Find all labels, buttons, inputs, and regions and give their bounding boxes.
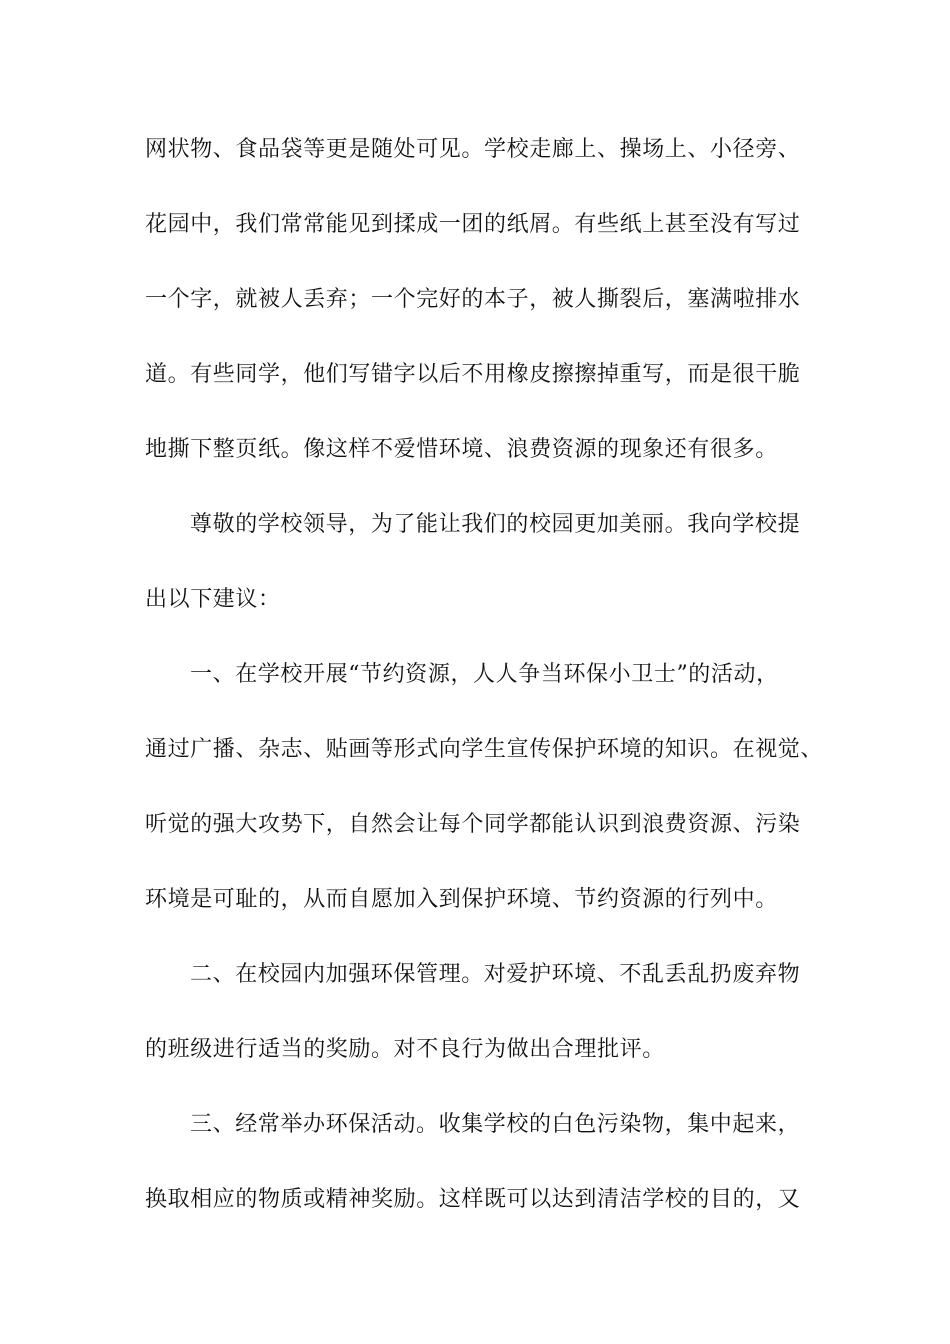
paragraph-line: 花园中，我们常常能见到揉成一团的纸屑。有些纸上甚至没有写过 [145, 212, 801, 237]
paragraph-line: 三、经常举办环保活动。收集学校的白色污染物，集中起来， [190, 1112, 801, 1137]
paragraph-line: 地撕下整页纸。像这样不爱惜环境、浪费资源的现象还有很多。 [145, 437, 778, 462]
paragraph-line: 环境是可耻的，从而自愿加入到保护环境、节约资源的行列中。 [145, 887, 778, 912]
paragraph-line: 的班级进行适当的奖励。对不良行为做出合理批评。 [145, 1037, 665, 1062]
paragraph-line: 道。有些同学，他们写错字以后不用橡皮擦擦掉重写，而是很干脆 [145, 362, 801, 387]
paragraph-line: 通过广播、杂志、贴画等形式向学生宣传保护环境的知识。在视觉、 [145, 737, 824, 762]
paragraph-line: 一个字，就被人丢弃；一个完好的本子，被人撕裂后，塞满啦排水 [145, 287, 801, 312]
paragraph-line: 二、在校园内加强环保管理。对爱护环境、不乱丢乱扔废弃物 [190, 962, 801, 987]
paragraph-line: 换取相应的物质或精神奖励。这样既可以达到清洁学校的目的，又 [145, 1187, 801, 1212]
paragraph-line: 网状物、食品袋等更是随处可见。学校走廊上、操场上、小径旁、 [145, 137, 801, 162]
paragraph-line: 出以下建议： [145, 587, 281, 612]
paragraph-line: 听觉的强大攻势下，自然会让每个同学都能认识到浪费资源、污染 [145, 812, 801, 837]
paragraph-line: 一、在学校开展“节约资源，人人争当环保小卫士”的活动， [190, 662, 779, 687]
paragraph-line: 尊敬的学校领导，为了能让我们的校园更加美丽。我向学校提 [190, 512, 801, 537]
